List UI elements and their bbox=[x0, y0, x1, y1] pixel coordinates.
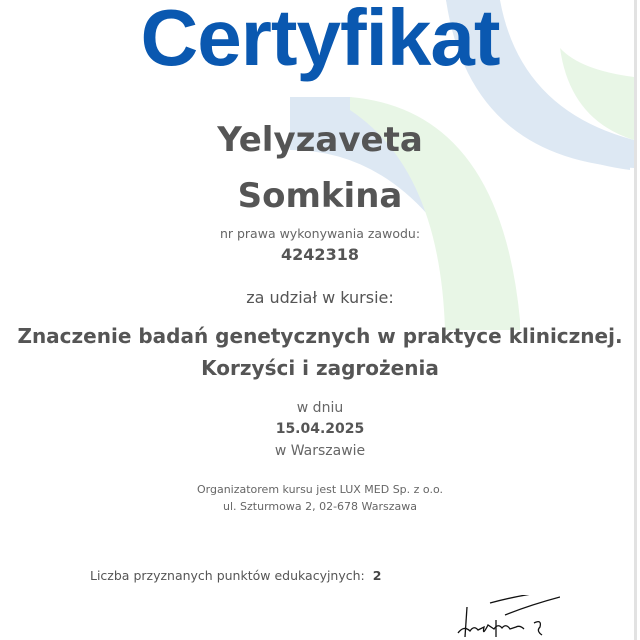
recipient-last-name: Somkina bbox=[237, 176, 403, 216]
course-title-line1: Znaczenie badań genetycznych w praktyce klinicznej. bbox=[17, 324, 623, 348]
course-place: w Warszawie bbox=[274, 443, 366, 459]
organizer-line2: ul. Szturmowa 2, 02-678 Warszawa bbox=[223, 500, 417, 513]
points-value: 2 bbox=[372, 568, 382, 583]
course-title-line2: Korzyści i zagrożenia bbox=[201, 356, 439, 380]
date-label: w dniu bbox=[296, 400, 344, 416]
license-label: nr prawa wykonywania zawodu: bbox=[219, 226, 421, 241]
license-number: 4242318 bbox=[281, 245, 359, 264]
recipient-first-name: Yelyzaveta bbox=[217, 120, 423, 160]
education-points bbox=[90, 568, 381, 583]
organizer-line1: Organizatorem kursu jest LUX MED Sp. z o.o. bbox=[196, 483, 443, 496]
page-edge bbox=[634, 0, 637, 640]
certificate-title: Certyfikat bbox=[140, 0, 500, 82]
participation-label: za udział w kursie: bbox=[246, 288, 394, 307]
points-label: Liczba przyznanych punktów edukacyjnych: bbox=[90, 568, 365, 583]
course-date: 15.04.2025 bbox=[275, 421, 365, 437]
signature bbox=[450, 595, 560, 640]
